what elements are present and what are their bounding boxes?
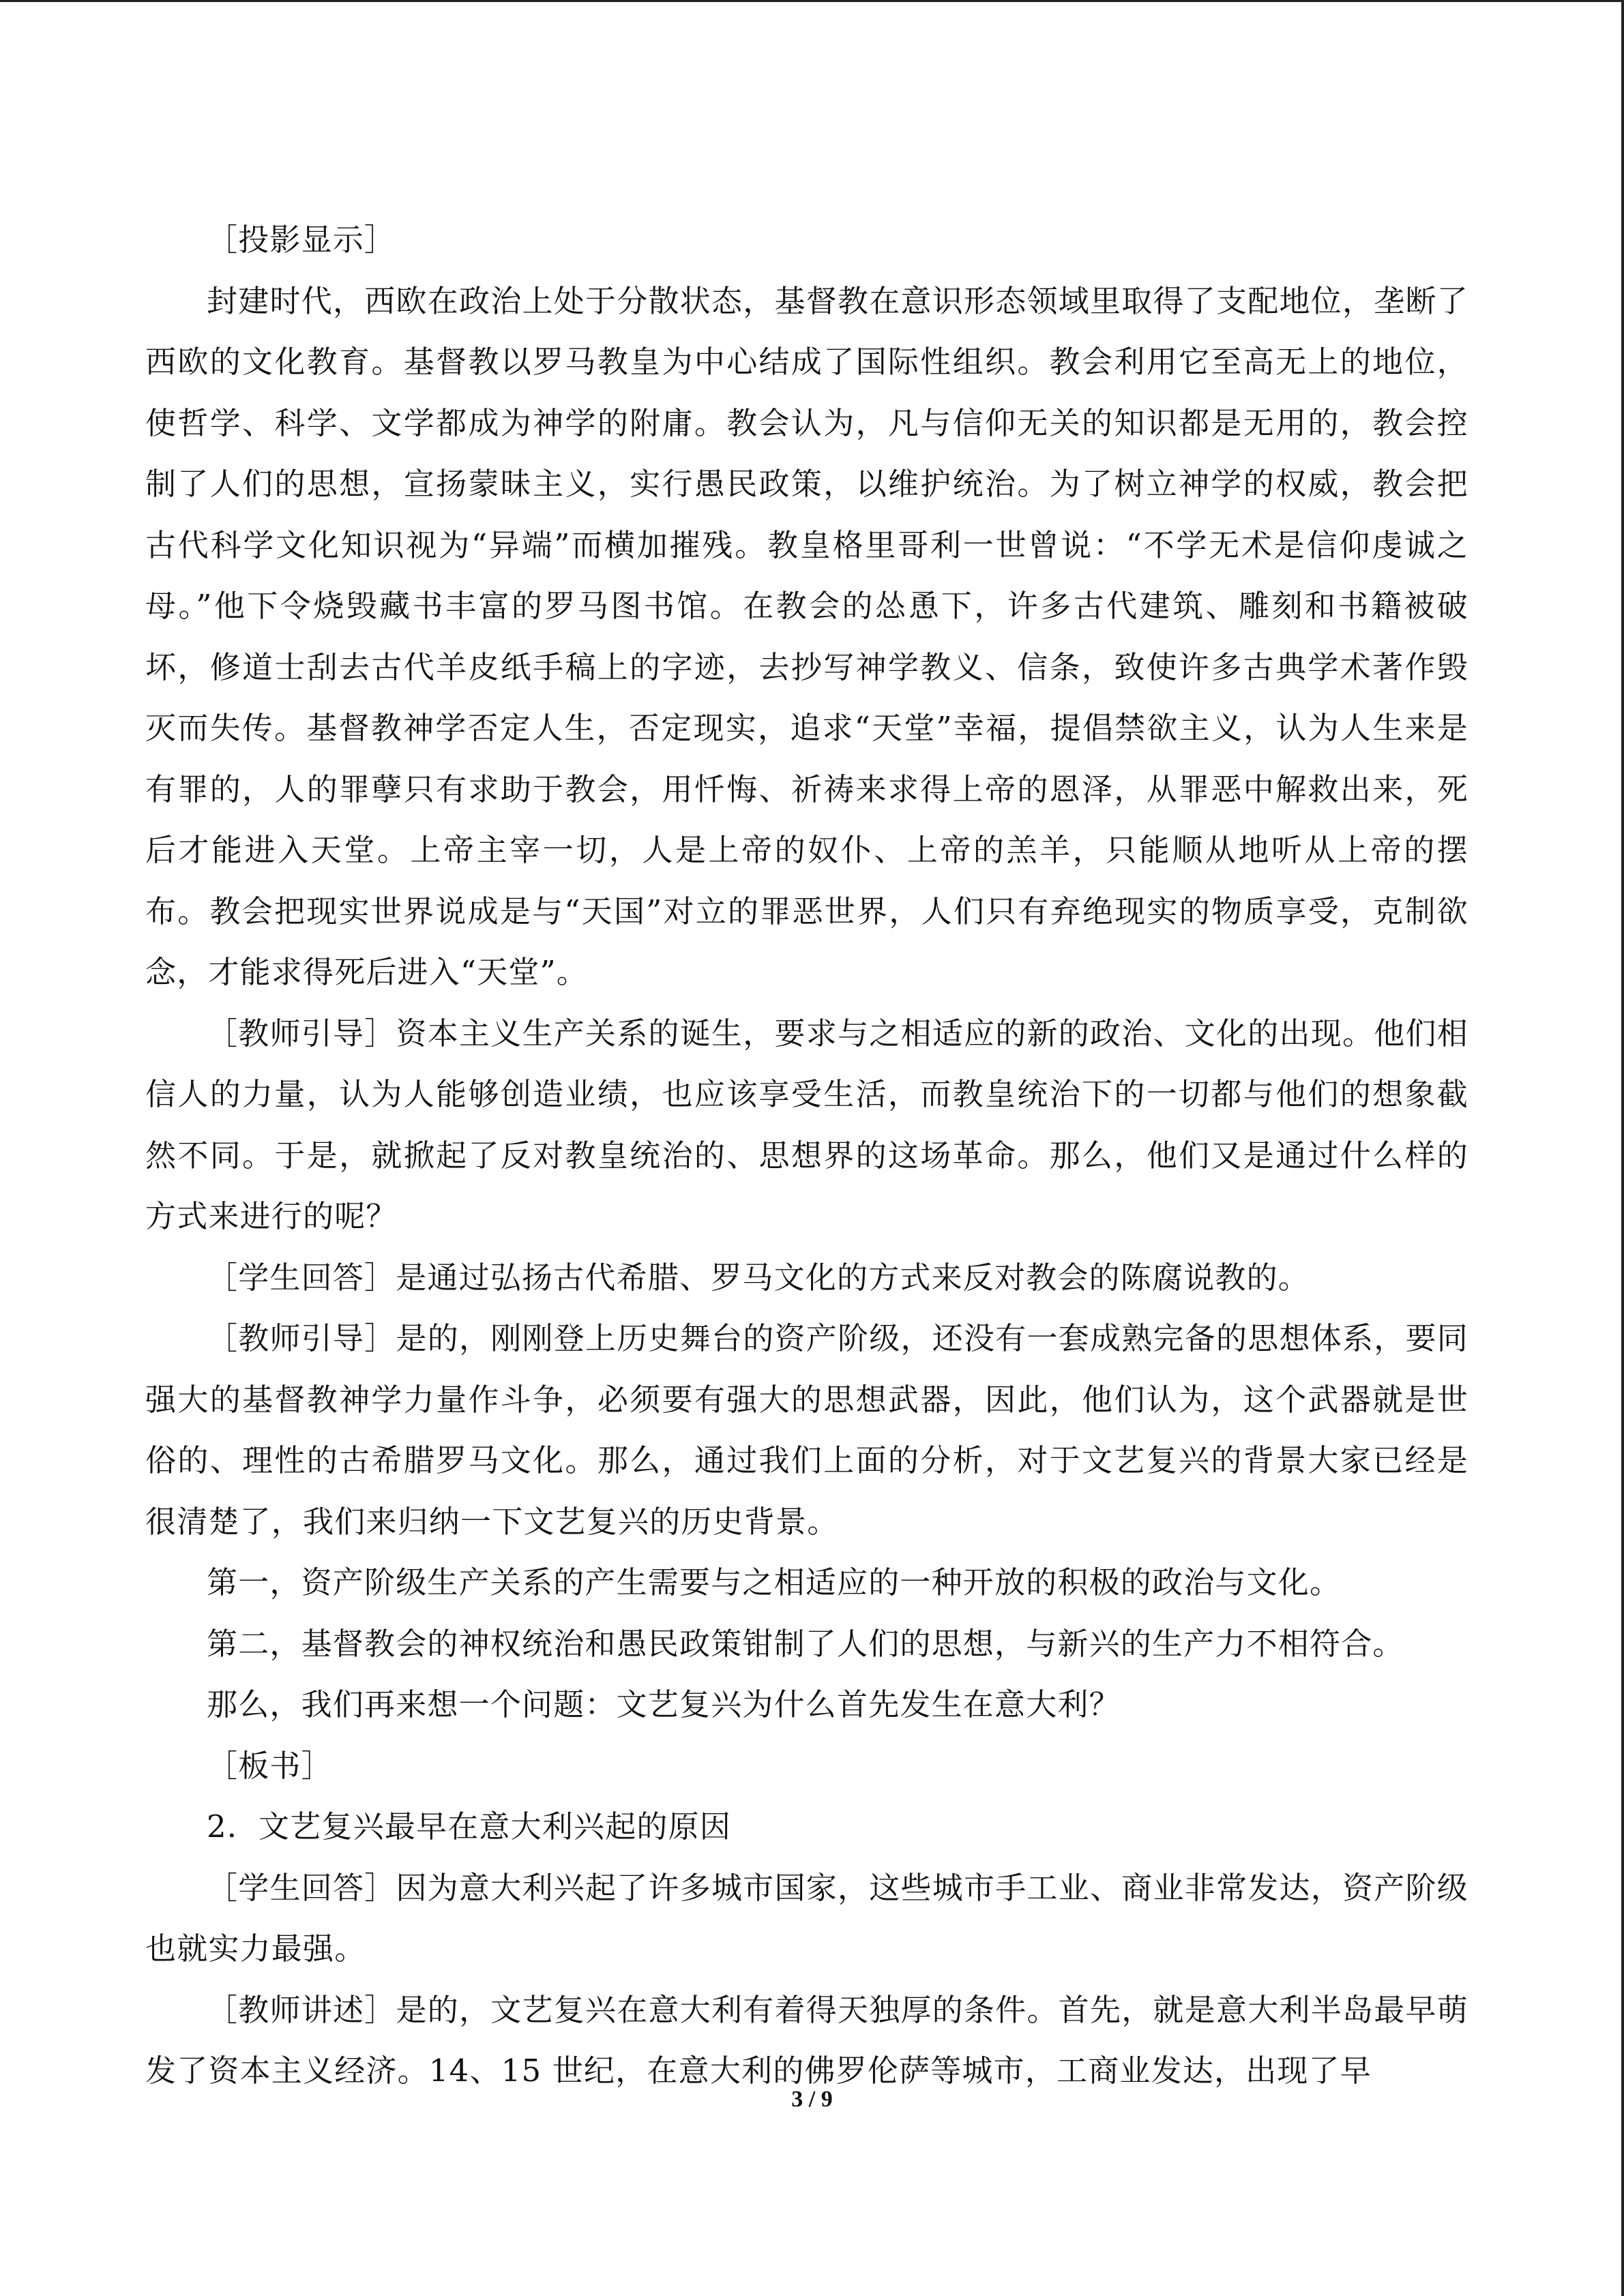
heading-blackboard: ［板书］ <box>207 1747 333 1784</box>
paragraph-feudal-era: 封建时代，西欧在政治上处于分散状态，基督教在意识形态领域里取得了支配地位，垄断了西欧的文化教育。基督教以罗马教皇为中心结成了国际性组织。教会利用它至高无上的地位，使哲学、科学、文学都成为神学的附庸。教会认为，凡与信仰无关的知识都是无用的，教会控制了人们的思想，宣扬蒙昧主义，实行愚民政策，以维护统治。为了树立神学的权威，教会把古代科学文化知识视为“异端”而横加摧残。教皇格里哥利一世曾说：“不学无术是信仰虔诚之母。”他下令烧毁藏书丰富的罗马图书馆。在教会的怂恿下，许多古代建筑、雕刻和书籍被破坏，修道士刮去古代羊皮纸手稿上的字迹，去抄写神学教义、信条，致使许多古典学术著作毁灭而失传。基督教神学否定人生，否定现实，追求“天堂”幸福，提倡禁欲主义，认为人生来是有罪的，人的罪孽只有求助于教会，用忏悔、祈祷来求得上帝的恩泽，从罪恶中解救出来，死后才能进入天堂。上帝主宰一切，人是上帝的奴仆、上帝的羔羊，只能顺从地听从上帝的摆布。教会把现实世界说成是与“天国”对立的罪恶世界，人们只有弃绝现实的物质享受，克制欲念，才能求得死后进入“天堂”。 <box>145 282 1468 990</box>
page-number: 3 / 9 <box>791 2087 833 2112</box>
paragraph-point-second: 第二，基督教会的神权统治和愚民政策钳制了人们的思想，与新兴的生产力不相符合。 <box>207 1625 1404 1662</box>
paragraph-student-answer-1: ［学生回答］是通过弘扬古代希腊、罗马文化的方式来反对教会的陈腐说教的。 <box>207 1259 1310 1296</box>
heading-projection-display: ［投影显示］ <box>207 222 396 258</box>
paragraph-teacher-guide-2: ［教师引导］是的，刚刚登上历史舞台的资产阶级，还没有一套成熟完备的思想体系，要同强大的基督教神学力量作斗争，必须要有强大的思想武器，因此，他们认为，这个武器就是世俗的、理性的古希腊罗马文化。那么，通过我们上面的分析，对于文艺复兴的背景大家已经是很清楚了，我们来归纳一下文艺复兴的历史背景。 <box>145 1320 1468 1540</box>
document-body <box>145 209 1468 2102</box>
paragraph-student-answer-2: ［学生回答］因为意大利兴起了许多城市国家，这些城市手工业、商业非常发达，资产阶级也就实力最强。 <box>145 1869 1468 1967</box>
paragraph-teacher-narration: ［教师讲述］是的，文艺复兴在意大利有着得天独厚的条件。首先，就是意大利半岛最早萌发了资本主义经济。14、15 世纪，在意大利的佛罗伦萨等城市，工商业发达，出现了早 <box>145 1991 1468 2089</box>
paragraph-point-first: 第一，资产阶级生产关系的产生需要与之相适应的一种开放的积极的政治与文化。 <box>207 1564 1342 1600</box>
paragraph-question: 那么，我们再来想一个问题：文艺复兴为什么首先发生在意大利？ <box>207 1686 1121 1723</box>
paragraph-teacher-guide-1: ［教师引导］资本主义生产关系的诞生，要求与之相适应的新的政治、文化的出现。他们相信人的力量，认为人能够创造业绩，也应该享受生活，而教皇统治下的一切都与他们的想象截然不同。于是，就掀起了反对教皇统治的、思想界的这场革命。那么，他们又是通过什么样的方式来进行的呢？ <box>145 1015 1468 1234</box>
page-top-border <box>0 0 1624 2</box>
section-heading-italy-reasons: 2．文艺复兴最早在意大利兴起的原因 <box>207 1808 732 1845</box>
page-right-border <box>1621 0 1624 2296</box>
